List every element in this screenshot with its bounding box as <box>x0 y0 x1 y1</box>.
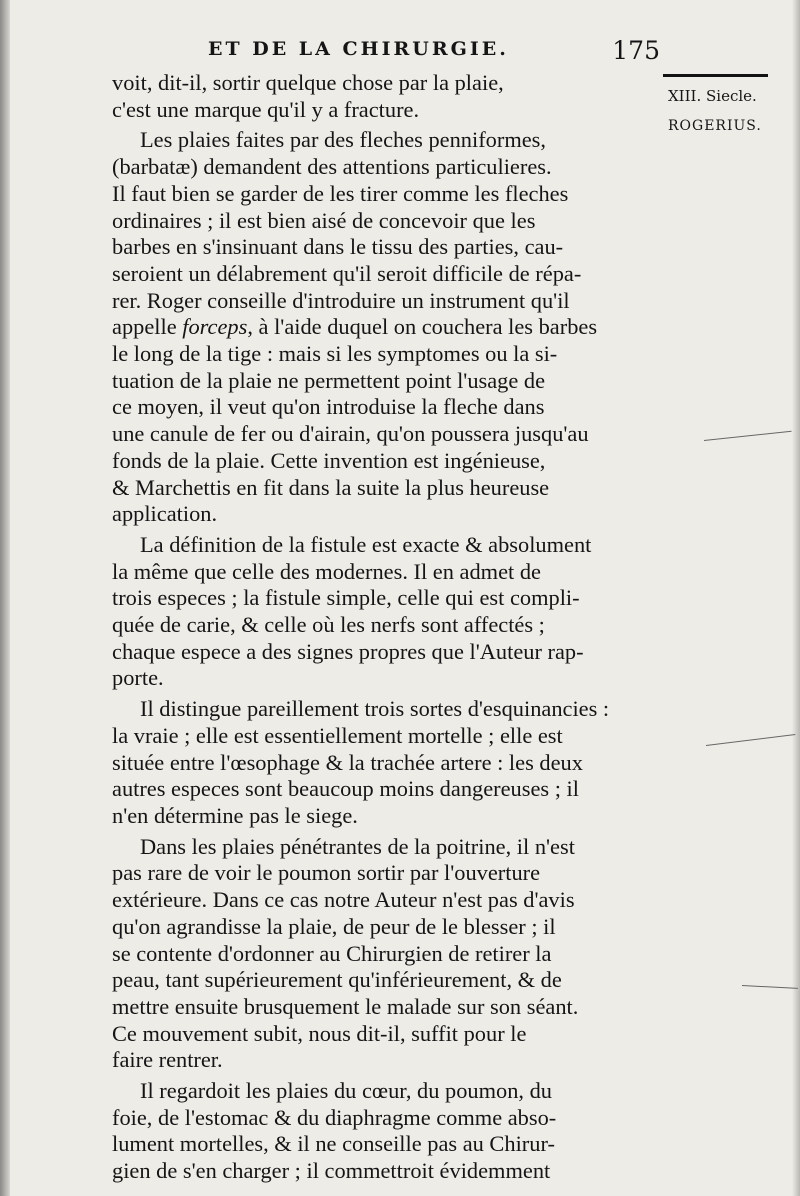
show-through-mark <box>706 734 795 746</box>
page-header <box>112 36 660 70</box>
text-line: se contente d'ordonner au Chirurgien de retirer la <box>112 940 552 966</box>
text-line: Il faut bien se garder de les tirer comme les fleches <box>112 180 569 206</box>
text-line: mettre ensuite brusquement le malade sur son séant. <box>112 993 579 1019</box>
text-line: chaque espece a des signes propres que l'Auteur rap- <box>112 638 584 664</box>
text-line: fonds de la plaie. Cette invention est ingénieuse, <box>112 447 546 473</box>
page-gutter-shadow <box>0 0 10 1196</box>
text-line: Il distingue pareillement trois sortes d'esquinancies : <box>140 696 610 722</box>
show-through-mark <box>704 431 792 441</box>
page-number: 175 <box>612 36 660 65</box>
text-line: la même que celle des modernes. Il en admet de <box>112 558 541 584</box>
text-line: Il regardoit les plaies du cœur, du poumon, du <box>140 1078 552 1104</box>
text-line: Ce mouvement subit, nous dit-il, suffit pour le <box>112 1020 527 1046</box>
page-edge <box>792 0 800 1196</box>
margin-rule <box>663 74 768 77</box>
text-line: autres especes sont beaucoup moins dangereuses ; il <box>112 776 579 802</box>
text-line: ordinaires ; il est bien aisé de concevoir que les <box>112 207 536 233</box>
text-line: rer. Roger conseille d'introduire un instrument qu'il <box>112 287 570 313</box>
text-line: Les plaies faites par des fleches penniformes, <box>140 127 546 153</box>
text-line: la vraie ; elle est essentiellement mortelle ; elle est <box>112 722 563 748</box>
paragraph <box>112 834 664 1074</box>
margin-note-century: XIII. Siecle. <box>668 87 757 105</box>
text-line: une canule de fer ou d'airain, qu'on poussera jusqu'au <box>112 421 589 447</box>
text-line: gien de s'en charger ; il commettroit évidemment <box>112 1158 551 1184</box>
text-line: seroient un délabrement qu'il seroit difficile de répa- <box>112 260 582 286</box>
running-head: ET DE LA CHIRURGIE. <box>208 38 509 60</box>
text-line: lument mortelles, & il ne conseille pas au Chirur- <box>112 1131 555 1157</box>
paragraph <box>112 1078 664 1185</box>
text-line: quée de carie, & celle où les nerfs sont affectés ; <box>112 612 545 638</box>
text-line: barbes en s'insinuant dans le tissu des parties, cau- <box>112 234 564 260</box>
text-line: Dans les plaies pénétrantes de la poitrine, il n'est <box>140 833 575 859</box>
text-line: (barbatæ) demandent des attentions particulieres. <box>112 154 552 180</box>
text-line: c'est une marque qu'il y a fracture. <box>112 96 420 122</box>
text-line: située entre l'œsophage & la trachée artere : les deux <box>112 749 583 775</box>
text-line: tuation de la plaie ne permettent point l'usage de <box>112 367 546 393</box>
margin-note-author: ROGERIUS. <box>668 118 762 134</box>
text-line: & Marchettis en fit dans la suite la plus heureuse <box>112 474 550 500</box>
text-line: qu'on agrandisse la plaie, de peur de le blesser ; il <box>112 913 556 939</box>
text-line: n'en détermine pas le siege. <box>112 802 358 828</box>
text-line: ce moyen, il veut qu'on introduise la fleche dans <box>112 394 545 420</box>
text-line: peau, tant supérieurement qu'inférieurement, & de <box>112 967 562 993</box>
body-text <box>112 70 664 1185</box>
paragraph <box>112 532 664 692</box>
text-line: faire rentrer. <box>112 1047 223 1073</box>
text-line: trois especes ; la fistule simple, celle qui est compli- <box>112 585 580 611</box>
italic-term: forceps <box>182 314 248 340</box>
text-line: porte. <box>112 665 164 691</box>
text-line: foie, de l'estomac & du diaphragme comme abso- <box>112 1104 557 1130</box>
text-line: extérieure. Dans ce cas notre Auteur n'est pas d'avis <box>112 887 575 913</box>
paragraph <box>112 70 664 123</box>
text-line: pas rare de voir le poumon sortir par l'ouverture <box>112 860 541 886</box>
paragraph <box>112 127 664 528</box>
text-line: appelle forceps, à l'aide duquel on couchera les barbes <box>112 314 598 340</box>
text-line: application. <box>112 501 218 527</box>
paragraph <box>112 696 664 830</box>
text-line: voit, dit-il, sortir quelque chose par la plaie, <box>112 70 504 95</box>
text-line: le long de la tige : mais si les symptomes ou la si- <box>112 341 558 367</box>
show-through-mark <box>742 985 798 989</box>
text-line: La définition de la fistule est exacte & absolument <box>140 531 592 557</box>
